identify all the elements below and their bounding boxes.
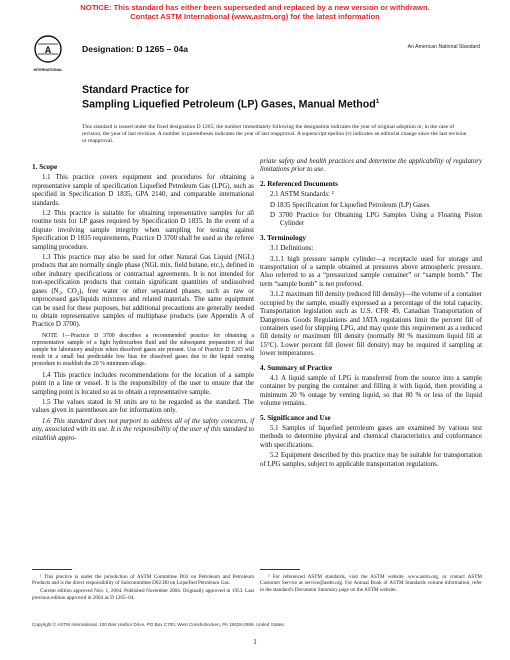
footnotes-left (32, 574, 254, 603)
footnote-1: ¹ This practice is under the jurisdiction of ASTM Committee D02 on Petroleum and Petroleum Products and is the direct responsibility of Subcommittee D02.H0 on Liquefied Petroleum Gas. (32, 574, 254, 587)
footnote-divider-right (260, 569, 300, 570)
paragraph-3-1-2: 3.1.2 maximum fill density (reduced fill density)—the volume of a container occupied by the sample, usually expressed as a percentage of the total capacity. Transportation legislation such as U.S. CFR 49, Canadian Transportation of Dangerous Goods Regulations and IATA regulations limit the percent fill of containers used for shipping LPG, and may quote this requirement as a reduced fill density or maximum fill density (normally 80 % maximum liquid fill at 15°C). Lower percent fill (lower fill density) may be required if sampling at lower temperatures. (260, 291, 482, 358)
footnote-divider-left (32, 569, 72, 570)
american-national-standard-label: An American National Standard (407, 44, 480, 50)
paragraph-3-1: 3.1 Definitions: (270, 245, 314, 253)
paragraph-2-1: 2.1 ASTM Standards: ² (270, 191, 334, 199)
page-number: 1 (253, 638, 257, 646)
paragraph-1-1: 1.1 This practice covers equipment and procedures for obtaining a representative sample of specification Liquefied Petroleum Gas (LPG), such as specified in Specification D 1835, GPA 2140, and comparable international standards. (32, 174, 254, 207)
paragraph-1-4: 1.4 This practice includes recommendations for the location of a sample point in a line or vessel. It is the responsibility of the user to ensure that the sampling point is located so as to obtain a representative sample. (32, 371, 254, 396)
footnote-2: ² For referenced ASTM standards, visit the ASTM website, www.astm.org, or contact ASTM Customer Service at service@astm.org. For Annual Book of ASTM Standards volume information, refer to the standard's Document Summary page on the ASTM website. (260, 574, 482, 593)
designation: Designation: D 1265 – 04a (82, 44, 189, 54)
section-heading-scope: 1. Scope (32, 163, 58, 171)
paragraph-1-6: 1.6 This standard does not purport to address all of the safety concerns, if any, associated with its use. It is the responsibility of the user of this standard to establish appro- (32, 417, 254, 442)
paragraph-1-3: 1.3 This practice may also be used for other Natural Gas Liquid (NGL) products that are normally single phase (NGL mix, field butane, etc.), defined in other industry specifications or contractual agreements. It is not intended for non-specification products that contain significant quantities of undissolved gases (N₂, CO₂), free water or other separated phases, such as raw or unprocessed gas/liquids mixtures and related materials. The same equipment can be used for these purposes, but additional precautions are generally needed to obtain representative samples of multiphase products (see Appendix A of Practice D 3700). (32, 254, 254, 329)
logo-text: INTERNATIONAL (33, 68, 63, 72)
svg-text:A: A (44, 45, 52, 55)
left-column (32, 158, 254, 445)
superseded-notice (0, 3, 510, 21)
section-heading-summary: 4. Summary of Practice (260, 363, 333, 372)
title-line-2: Sampling Liquefied Petroleum (LP) Gases, Manual Method$^1$ (82, 98, 380, 111)
footnotes-right (260, 574, 482, 595)
reference-d1835: D 1835 Specification for Liquefied Petroleum (LP) Gases (270, 201, 430, 209)
copyright-line: Copyright © ASTM International, 100 Barr Harbor Drive, PO Box C700, West Conshohocken, PA 19428-2959, United States. (32, 622, 285, 627)
paragraph-5-2: 5.2 Equipment described by this practice may be suitable for transportation of LPG samples, subject to applicable transportation regulations. (260, 452, 482, 468)
paragraph-1-2: 1.2 This practice is suitable for obtaining representative samples for all routine tests for LP gases required by Specification D 1835. In the event of a dispute involving sample integrity when sampling for testing against Specification D 1835 requirements, Practice D 3700 shall be used as the referee sampling procedure. (32, 210, 254, 251)
section-heading-significance: 5. Significance and Use (260, 413, 331, 422)
paragraph-1-5: 1.5 The values stated in SI units are to be regarded as the standard. The values given in parentheses are for information only. (32, 398, 254, 415)
issue-note: This standard is issued under the fixed designation D 1265; the number immediately following the designation indicates the year of original adoption or, in the case of revision, the year of last revision. A number in parentheses indicates the year of last reapproval. A superscript epsilon (ε) indicates an editorial change since the last revision or reapproval. (82, 124, 467, 144)
footnote-1-edition: Current edition approved Nov. 1, 2004. Published November 2004. Originally approved in 1953. Last previous edition approved in 2004 as D 1265–04. (32, 588, 254, 601)
right-column (260, 158, 482, 471)
paragraph-5-1: 5.1 Samples of liquefied petroleum gases are examined by various test methods to determine physical and chemical characteristics and conformance with specifications. (260, 424, 482, 449)
section-heading-terminology: 3. Terminology (260, 233, 306, 242)
document-title (82, 84, 442, 111)
paragraph-4-1: 4.1 A liquid sample of LPG is transferred from the source into a sample container by purging the container and filling it with liquid, then providing a minimum 20 % outage by venting liquid, so that 80 % or less of the liquid volume remains. (260, 374, 482, 408)
astm-logo-icon (32, 34, 64, 74)
note-1: NOTE 1—Practice D 3700 describes a recommended practice for obtaining a representative sample of a light hydrocarbon fluid and the subsequent preparation of that sample for laboratory analysis when dissolved gases are present. Use of Practice D 1265 will result in a small but predictable low bias for dissolved gases due to the liquid venting procedure to establish the 20 % minimum ullage. (32, 332, 254, 367)
paragraph-1-6-continued: priate safety and health practices and determine the applicability of regulatory limitations prior to use. (260, 158, 482, 174)
title-line-1: Standard Practice for (82, 84, 190, 96)
reference-d3700: D 3700 Practice for Obtaining LPG Samples Using a Floating Piston Cylinder (270, 212, 482, 228)
paragraph-3-1-1: 3.1.1 high pressure sample cylinder—a receptacle used for storage and transportation of a sample obtained at pressures above atmospheric pressure. Also referred to as a “pressurized sample container” or “sample bomb.” The term “sample bomb” is not preferred. (260, 255, 482, 288)
section-heading-referenced-documents: 2. Referenced Documents (260, 179, 338, 188)
notice-line-2: Contact ASTM International (www.astm.org) for the latest information (130, 12, 380, 22)
notice-line-1: NOTICE: This standard has either been superseded and replaced by a new version or withdrawn. (80, 3, 430, 12)
